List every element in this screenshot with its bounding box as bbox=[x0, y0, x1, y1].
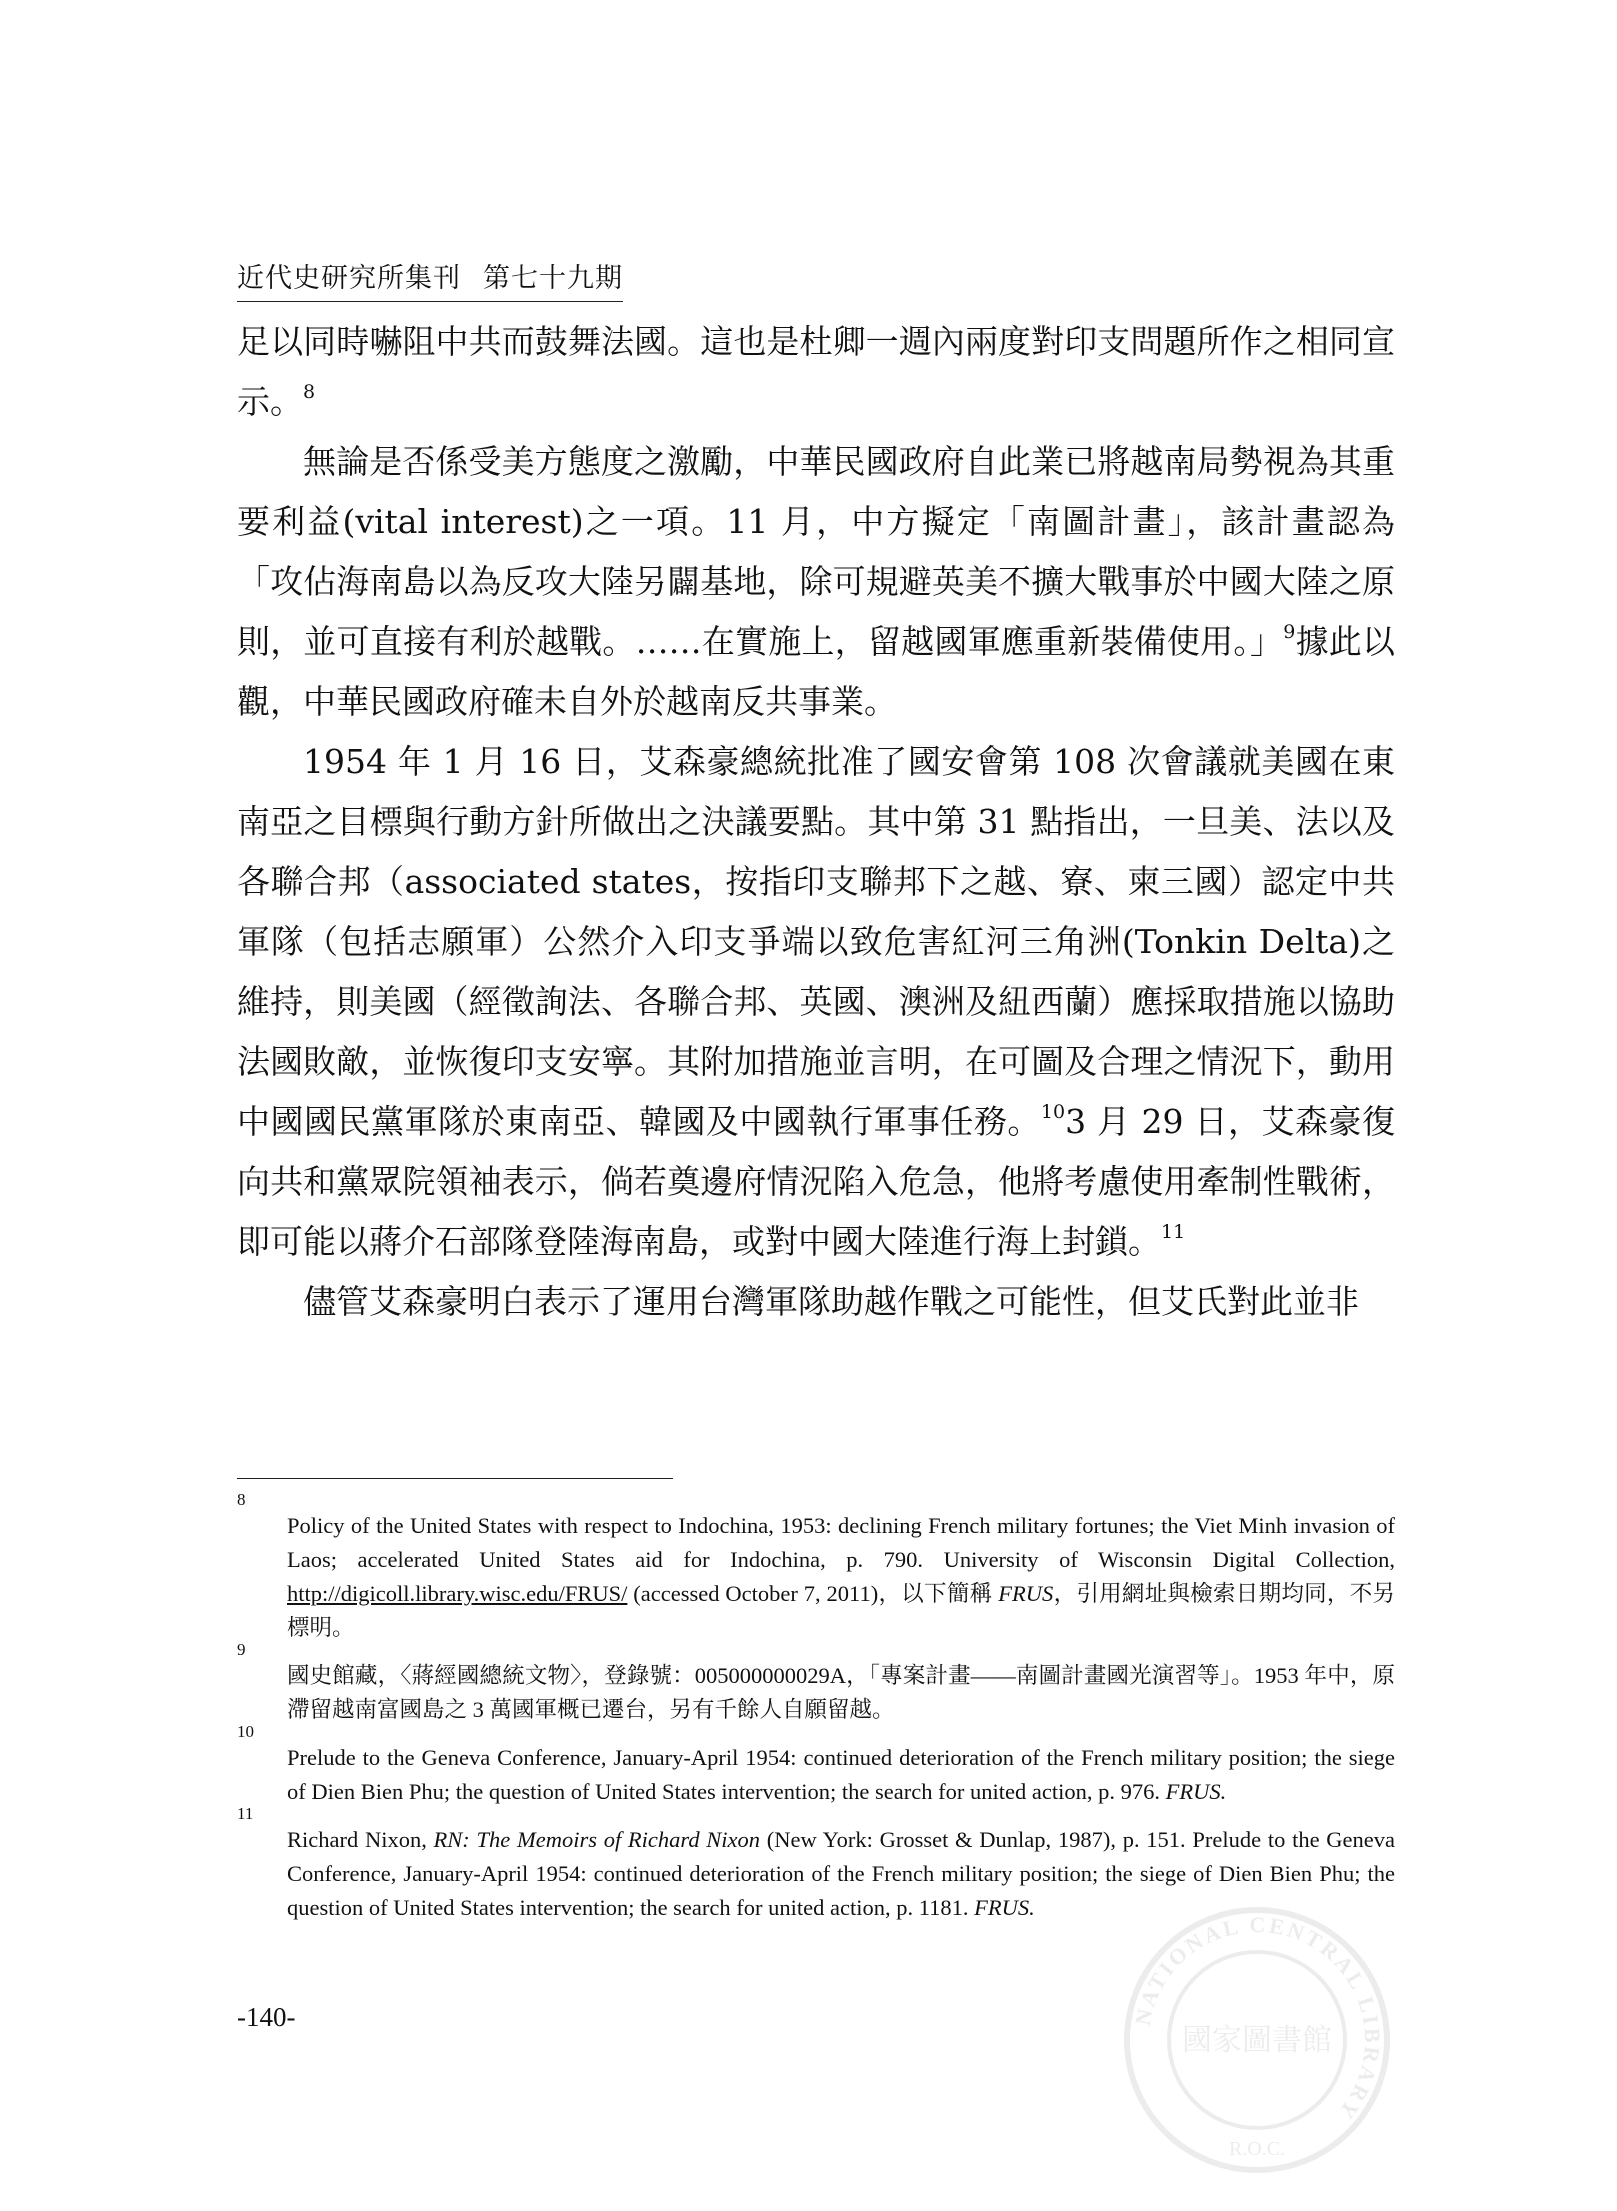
footnote-number: 9 bbox=[237, 1640, 246, 1659]
paragraph-1: 足以同時嚇阻中共而鼓舞法國。這也是杜卿一週內兩度對印支問題所作之相同宣示。$^8$ bbox=[237, 322, 1395, 421]
footnotes bbox=[237, 1490, 1395, 1927]
footnote-ref-11[interactable]: 11 bbox=[1161, 1221, 1186, 1243]
footnote-ref-8[interactable]: 8 bbox=[303, 381, 316, 403]
page-number: -140- bbox=[237, 2002, 296, 2032]
frus-link[interactable]: http://digicoll.library.wisc.edu/FRUS/ bbox=[287, 1581, 628, 1606]
seal-text: NATIONAL CENTRAL LIBRARY bbox=[1129, 1911, 1386, 2126]
footnote-9: 9 國史館藏，〈蔣經國總統文物〉，登錄號：005000000029A，「專案計畫——南圖計畫國光演習等」。1953 年中，原滯留越南富國島之 3 萬國軍概已遷台，另有千餘人自願留越。 bbox=[237, 1640, 1395, 1722]
seal-sub: R.O.C. bbox=[1228, 2138, 1286, 2160]
library-seal-icon bbox=[1122, 1905, 1392, 2175]
issue-number: 第七十九期 bbox=[483, 263, 623, 294]
footnote-number: 10 bbox=[237, 1722, 254, 1741]
main-text bbox=[237, 312, 1395, 1332]
footnote-10: 10 Prelude to the Geneva Conference, January-April 1954: continued deterioration of the French military position; the siege of Dien Bien Phu; the question of United States intervention; the search for united action, p. 976. FRUS. bbox=[237, 1722, 1395, 1804]
paragraph-3: 1954 年 1 月 16 日，艾森豪總統批准了國安會第 108 次會議就美國在東南亞之目標與行動方針所做出之決議要點。其中第 31 點指出，一旦美、法以及各聯合邦（associated states，按指印支聯邦下之越、寮、柬三國）認定中共軍隊（包括志願軍）公然介入印支爭端以致危害紅河三角洲(Tonkin Delta)之維持，則美國（經徵詢法、各聯合邦、英國、澳洲及紐西蘭）應採取措施以協助法國敗敵，並恢復印支安寧。其附加措施並言明，在可圖及合理之情況下，動用中國國民黨軍隊於東南亞、韓國及中國執行軍事任務。$^{10}$3 月 29 日，艾森豪復向共和黨眾院領袖表示，倘若奠邊府情況陷入危急，他將考慮使用牽制性戰術，即可能以蔣介石部隊登陸海南島，或對中國大陸進行海上封鎖。$^{11}$ bbox=[237, 742, 1395, 1261]
footnote-number: 11 bbox=[237, 1804, 254, 1823]
footnote-number: 8 bbox=[237, 1490, 246, 1509]
footnote-11: 11 Richard Nixon, RN: The Memoirs of Richard Nixon (New York: Grosset & Dunlap, 1987), p. 151. Prelude to the Geneva Conference, January-April 1954: continued deterioration of the French military position; the siege of Dien Bien Phu; the question of United States intervention; the search for united action, p. 1181. FRUS. bbox=[237, 1804, 1395, 1920]
footnote-separator bbox=[237, 1478, 673, 1479]
paragraph-2: 無論是否係受美方態度之激勵，中華民國政府自此業已將越南局勢視為其重要利益(vital interest)之一項。11 月，中方擬定「南圖計畫」，該計畫認為「攻佔海南島以為反攻大陸另闢基地，除可規避英美不擴大戰事於中國大陸之原則，並可直接有利於越戰。……在實施上，留越國軍應重新裝備使用。」$^9$據此以觀，中華民國政府確未自外於越南反共事業。 bbox=[237, 442, 1396, 721]
footnote-ref-9[interactable]: 9 bbox=[1283, 621, 1296, 643]
seal-chars: 國家圖書館 bbox=[1182, 2023, 1332, 2058]
footnote-8: 8 Policy of the United States with respect to Indochina, 1953: declining French military fortunes; the Viet Minh invasion of Laos; accelerated United States aid for Indochina, p. 790. University of Wisconsin Digital Collection, http://digicoll.library.wisc.edu/FRUS/ (accessed October 7, 2011)，以下簡稱 FRUS，引用網址與檢索日期均同，不另標明。 bbox=[237, 1490, 1395, 1640]
journal-title: 近代史研究所集刊 bbox=[237, 263, 461, 294]
footnote-ref-10[interactable]: 10 bbox=[1040, 1101, 1066, 1123]
paragraph-4: 儘管艾森豪明白表示了運用台灣軍隊助越作戰之可能性，但艾氏對此並非 bbox=[303, 1282, 1359, 1321]
running-header bbox=[237, 256, 623, 302]
